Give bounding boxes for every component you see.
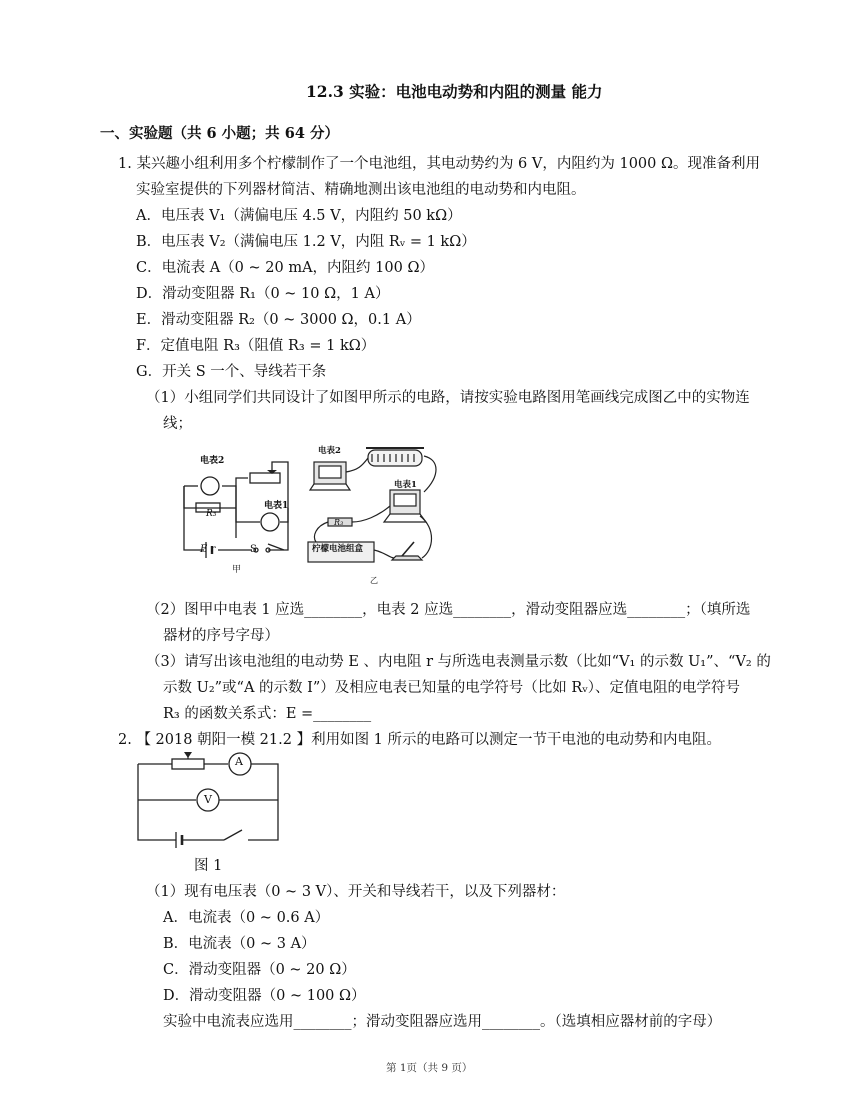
q1-sub1-line2: 线； xyxy=(163,416,192,432)
q1-option-b: B．电压表 V₂（满偏电压 1.2 V，内阻 Rᵥ = 1 kΩ） xyxy=(136,234,476,250)
figure-yi-apparatus xyxy=(302,446,452,584)
q2-option-d: D．滑动变阻器（0 ~ 100 Ω） xyxy=(163,988,366,1004)
q1-sub3-line3: R₃ 的函数关系式：E =________ xyxy=(163,706,372,722)
q1-option-a: A．电压表 V₁（满偏电压 4.5 V，内阻约 50 kΩ） xyxy=(136,208,462,224)
q1-option-f: F．定值电阻 R₃（阻值 R₃ = 1 kΩ） xyxy=(136,338,376,354)
q1-sub2-line2: 器材的序号字母） xyxy=(163,628,279,644)
q1-sub3-line2: 示数 U₂”或“A 的示数 I”）及相应电表已知量的电学符号（比如 Rᵥ）、定值电阻的电学符号 xyxy=(163,680,740,696)
fig-yi-r3-label: R₃ xyxy=(334,518,344,527)
fig-yi-meter2-label: 电表2 xyxy=(318,446,341,456)
q2-option-a: A．电流表（0 ~ 0.6 A） xyxy=(163,910,330,926)
fig-jia-caption: 甲 xyxy=(232,565,242,575)
q1-stem-line1: 1. 某兴趣小组利用多个柠檬制作了一个电池组，其电动势约为 6 V，内阻约为 1000 Ω。现准备利用 xyxy=(118,156,760,172)
q2-stem: 2. 【 2018 朝阳一模 21.2 】利用如图 1 所示的电路可以测定一节干电池的电动势和内电阻。 xyxy=(118,732,722,748)
q1-option-d: D．滑动变阻器 R₁（0 ~ 10 Ω，1 A） xyxy=(136,286,390,302)
q2-answer-line: 实验中电流表应选用________；滑动变阻器应选用________。（选填相应器材前的字母） xyxy=(163,1014,722,1030)
q1-sub3-line1: （3）请写出该电池组的电动势 E 、内电阻 r 与所选电表测量示数（比如“V₁ 的示数 U₁”、“V₂ 的 xyxy=(146,654,771,670)
q1-stem-line2: 实验室提供的下列器材简洁、精确地测出该电池组的电动势和内电阻。 xyxy=(136,182,586,198)
fig1-caption: 图 1 xyxy=(194,858,223,874)
figure-jia-circuit xyxy=(176,448,296,578)
fig-yi-caption: 乙 xyxy=(370,576,378,585)
fig-jia-meter1-label: 电表1 xyxy=(264,501,289,511)
fig-yi-battery-label: 柠檬电池组盒 xyxy=(312,544,364,554)
q1-option-c: C．电流表 A（0 ~ 20 mA，内阻约 100 Ω） xyxy=(136,260,434,276)
q2-option-b: B．电流表（0 ~ 3 A） xyxy=(163,936,316,952)
q1-option-g: G．开关 S 一个、导线若干条 xyxy=(136,364,327,380)
fig-jia-r3-label: R₃ xyxy=(206,509,217,519)
fig-yi-meter1-label: 电表1 xyxy=(394,480,417,490)
q1-sub1-line1: （1）小组同学们共同设计了如图甲所示的电路，请按实验电路图用笔画线完成图乙中的实物连 xyxy=(146,390,750,406)
q1-option-e: E．滑动变阻器 R₂（0 ~ 3000 Ω，0.1 A） xyxy=(136,312,421,328)
fig1-voltmeter-label: V xyxy=(204,793,212,806)
section-heading: 一、实验题（共 6 小题；共 64 分） xyxy=(100,125,339,142)
page-footer: 第 1页（共 9 页） xyxy=(386,1062,473,1074)
q2-option-c: C．滑动变阻器（0 ~ 20 Ω） xyxy=(163,962,356,978)
q2-sub1: （1）现有电压表（0 ~ 3 V）、开关和导线若干，以及下列器材： xyxy=(146,884,566,900)
page-title: 12.3 实验：电池电动势和内阻的测量 能力 xyxy=(306,82,603,101)
fig1-ammeter-label: A xyxy=(235,755,243,768)
fig-jia-meter2-label: 电表2 xyxy=(200,456,225,466)
fig-jia-er-label: E r xyxy=(200,544,216,555)
fig-jia-switch-label: S xyxy=(250,544,257,555)
q1-sub2-line1: （2）图甲中电表 1 应选________，电表 2 应选________，滑动变阻器应选________；（填所选 xyxy=(146,602,751,618)
